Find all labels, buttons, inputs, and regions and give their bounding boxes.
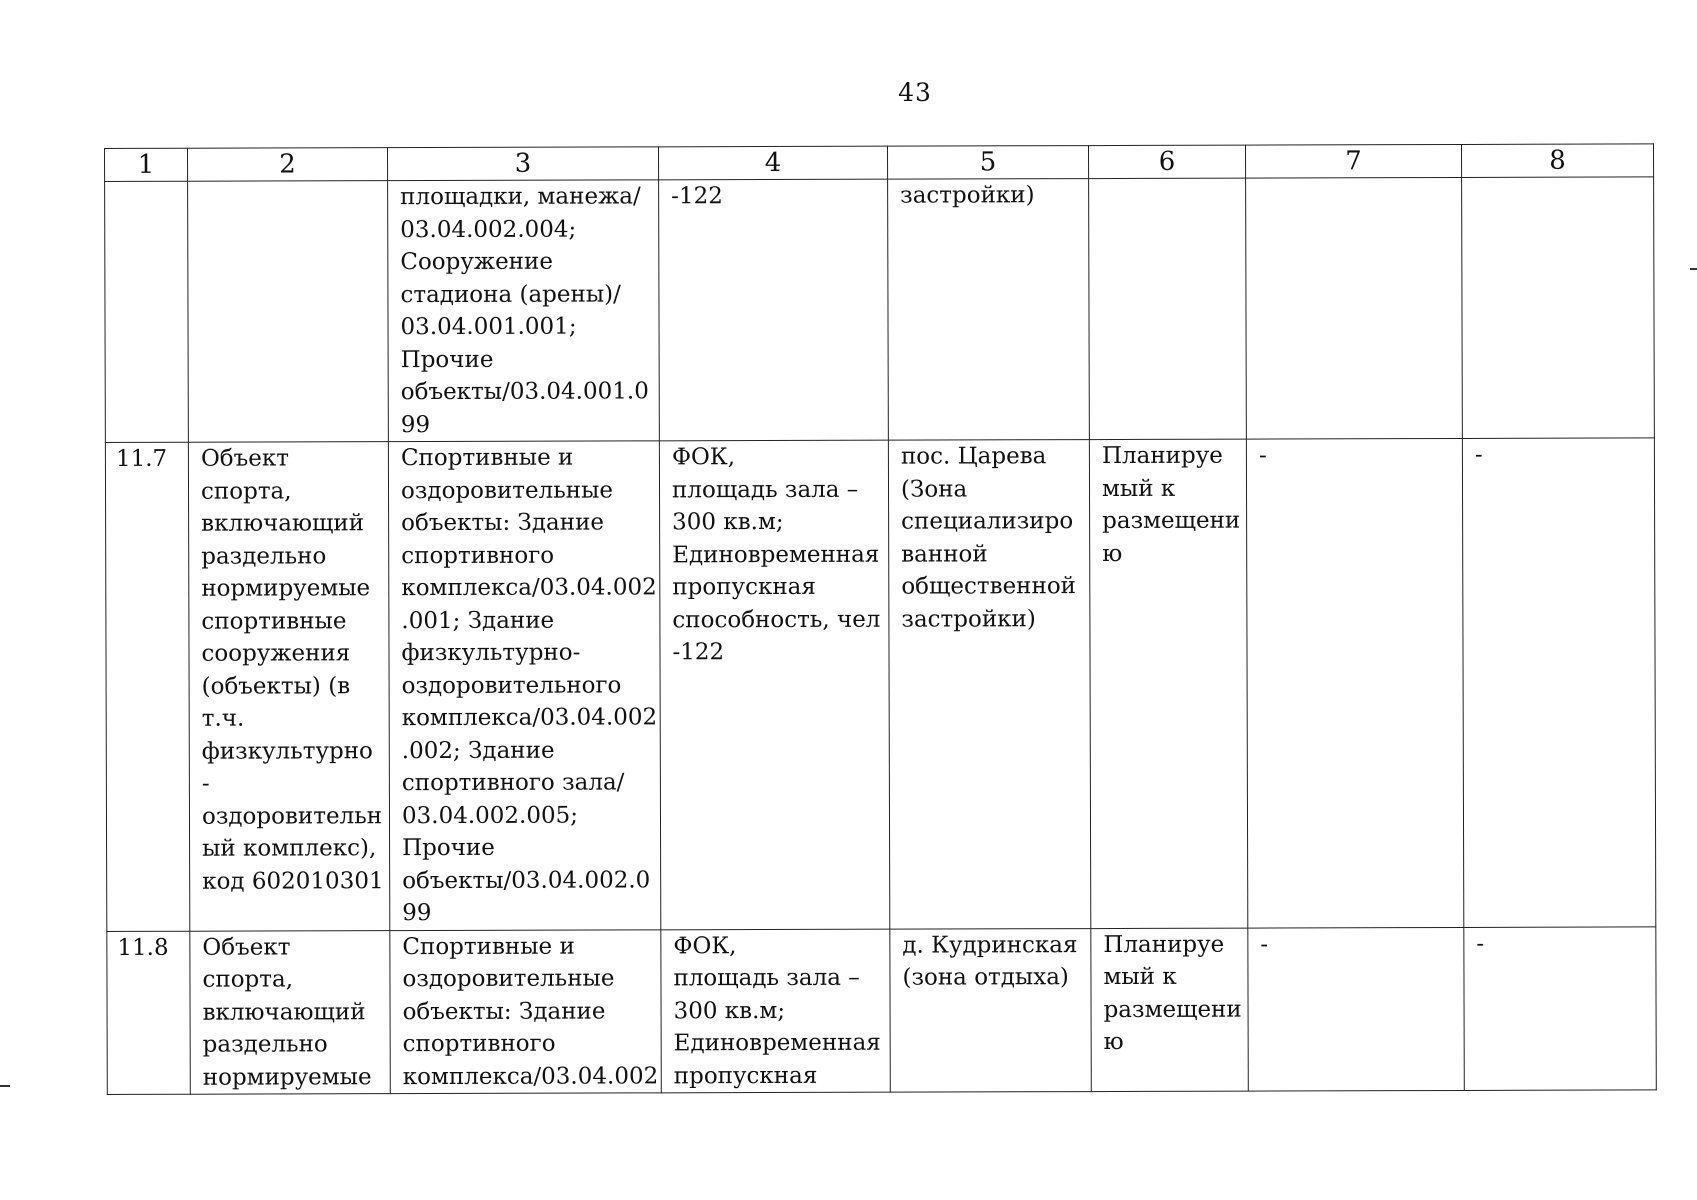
cell-col-8 [1462,177,1655,439]
cell-number [105,181,189,442]
cell-object-name: Объект спорта, включающий раздельно нормируемые спортивные сооружения (объекты) (в т.ч. физкультурно - оздоровительн ый комплекс), код 602010301 [188,442,389,931]
header-col-1: 1 [105,148,188,181]
header-col-5: 5 [887,146,1088,180]
header-col-2: 2 [188,148,388,182]
cell-status: Планируе мый к размещени ю [1089,439,1247,928]
cell-number: 11.8 [107,931,190,1095]
header-col-3: 3 [388,147,659,181]
cell-object-type: Спортивные и оздоровительные объекты: Здание спортивного комплекса/03.04.002 [390,929,661,1093]
cell-characteristics: ФОК, площадь зала – 300 кв.м; Единовременная пропускная способность, чел -122 [659,440,889,929]
cell-location: д. Кудринская (зона отдыха) [890,928,1091,1092]
cell-object-name [188,181,389,443]
table-container [104,143,1657,1095]
header-col-6: 6 [1088,145,1245,178]
objects-table [104,143,1657,1095]
cell-col-7: - [1246,438,1463,927]
cell-number: 11.7 [105,442,189,931]
cell-col-8: - [1464,926,1656,1090]
cell-status: Планируе мый к размещени ю [1091,928,1248,1092]
cell-characteristics: -122 [659,179,889,441]
table-row-11-8 [107,926,1656,1094]
cell-col-7: - [1248,927,1464,1091]
cell-characteristics: ФОК, площадь зала – 300 кв.м; Единовременная пропускная [661,929,890,1093]
cell-object-name: Объект спорта, включающий раздельно нормируемые [190,930,390,1094]
table-row-11-7 [105,438,1655,931]
cell-object-type: площадки, манежа/ 03.04.002.004; Сооружение стадиона (арены)/ 03.04.001.001; Прочие объекты/03.04.001.0 99 [388,180,660,442]
cell-col-7 [1246,177,1463,439]
header-col-7: 7 [1245,144,1461,178]
cell-col-8: - [1462,438,1655,927]
table-row-continuation [105,177,1655,443]
cell-object-type: Спортивные и оздоровительные объекты: Здание спортивного комплекса/03.04.002 .001; Здание физкультурно- оздоровительного комплекса/03.04.002 .002; Здание спортивного зала/ 03.04.002.005; Прочие объекты/03.04.002.0 99 [388,441,660,930]
header-col-4: 4 [658,146,887,180]
scan-margin-mark-right [1690,268,1697,270]
cell-location: застройки) [888,179,1090,441]
header-row [105,144,1654,182]
cell-status [1089,178,1247,439]
page-number: 43 [898,78,932,107]
cell-location: пос. Царева (Зона специализиро ванной общественной застройки) [888,440,1090,929]
header-col-8: 8 [1461,144,1653,178]
scan-margin-mark-left [0,1085,10,1087]
